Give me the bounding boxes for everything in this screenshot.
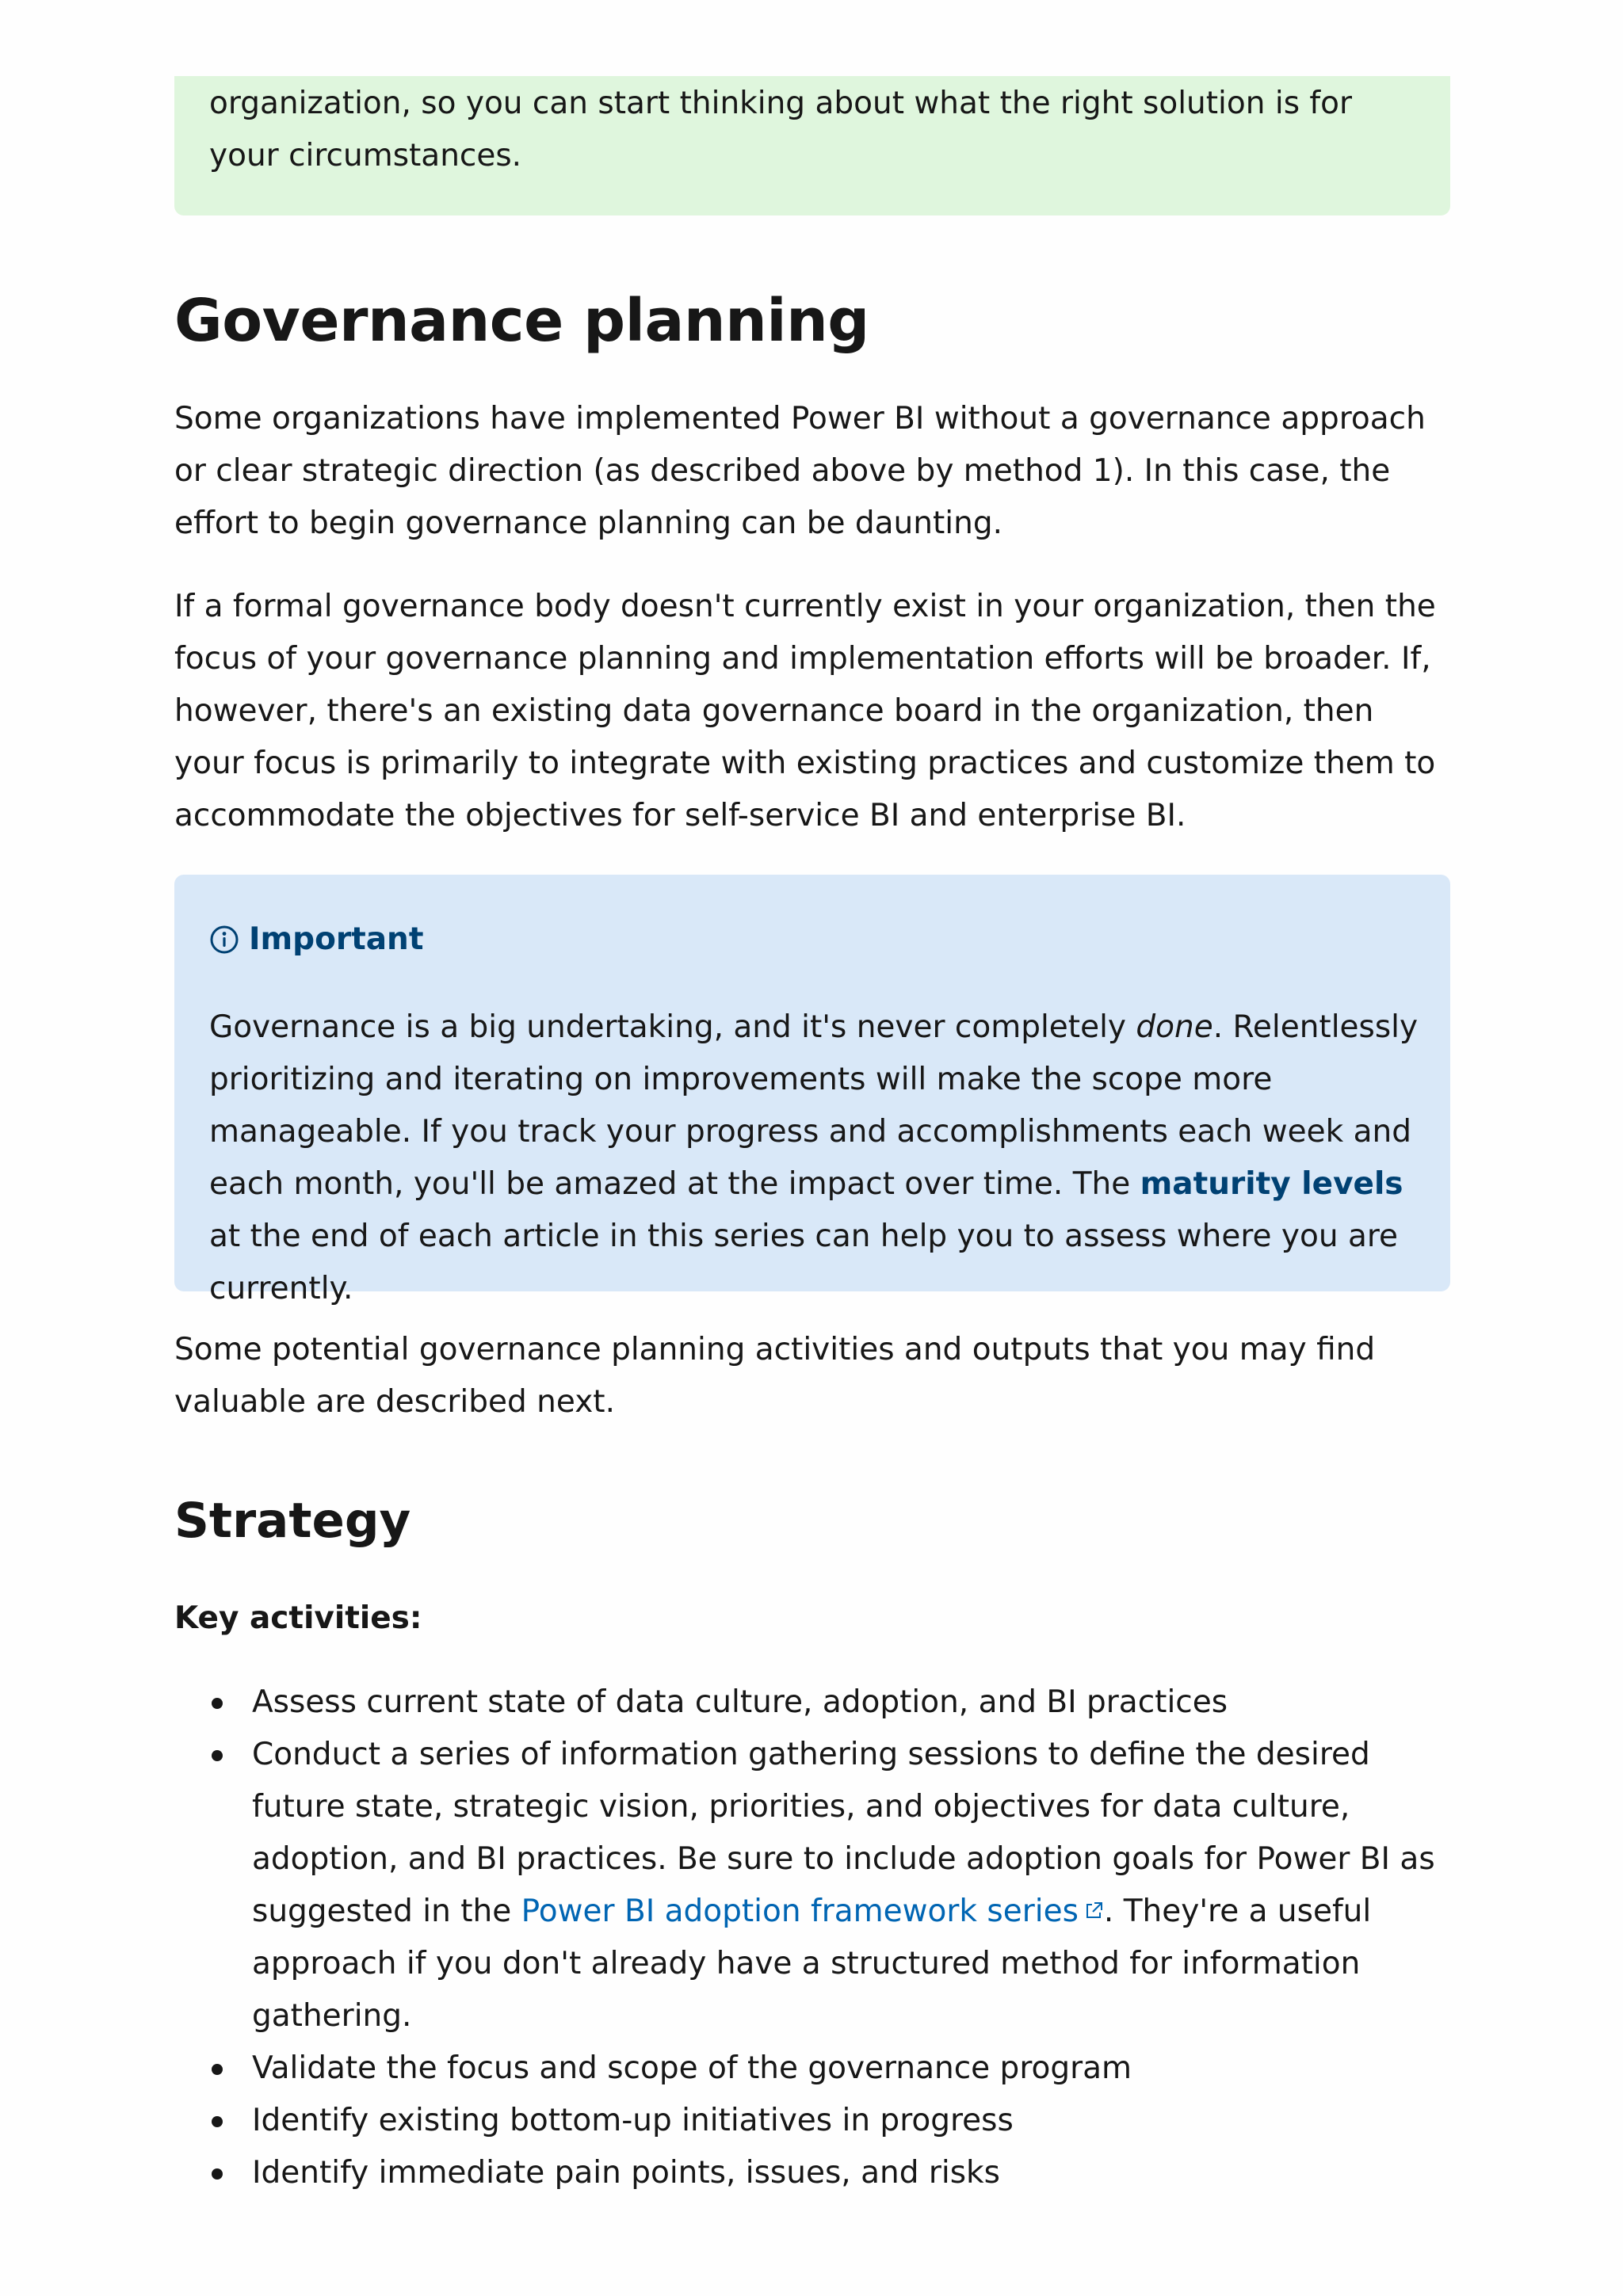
external-link-icon [1083, 1886, 1104, 1938]
list-item: Identify immediate pain points, issues, and risks [252, 2147, 1450, 2199]
governance-paragraph-2: If a formal governance body doesn't currently exist in your organization, then the focus of your governance planning and implementation efforts will be broader. If, however, there's an existing data governance board in the organization, then your focus is primarily to integrate with existing practices and customize them to accommodate the objectives for self-service BI and enterprise BI. [174, 589, 1436, 833]
intro-next-paragraph: Some potential governance planning activities and outputs that you may find valuable are described next. [174, 1332, 1376, 1420]
note-callout-text: organization, so you can start thinking about what the right solution is for your circumstances. [209, 86, 1353, 174]
maturity-levels-link[interactable]: maturity levels [1140, 1166, 1403, 1202]
important-callout [174, 875, 1450, 1306]
info-icon [209, 925, 239, 955]
governance-paragraph-1: Some organizations have implemented Power BI without a governance approach or clear strategic direction (as described above by method 1). In this case, the effort to begin governance planning can be daunting. [174, 401, 1426, 541]
section-title-strategy: Strategy [174, 1493, 411, 1549]
list-item: Assess current state of data culture, adoption, and BI practices [252, 1676, 1450, 1729]
power-bi-adoption-framework-link[interactable]: Power BI adoption framework series [521, 1894, 1104, 1929]
important-label: Important [249, 921, 424, 957]
list-item: Conduct a series of information gathering sessions to define the desired future state, strategic vision, priorities, and objectives for data culture, adoption, and BI practices. Be sure to include adoption goals for Power BI as suggested in the Power BI adoption framework series . They're a useful approach if you don't already have a structured method for information gathering. [252, 1729, 1450, 2042]
section-title-governance-planning: Governance planning [174, 287, 869, 355]
key-activities-list [174, 1676, 1450, 2199]
key-activities-label: Key activities: [174, 1600, 422, 1636]
important-callout-header [209, 917, 423, 962]
list-item: Identify existing bottom-up initiatives in progress [252, 2095, 1450, 2147]
important-callout-text: Governance is a big undertaking, and it's never completely done. Relentlessly prioritizing and iterating on improvements will make the scope more manageable. If you track your progress and accomplishments each week and each month, you'll be amazed at the impact over time. The maturity levels at the end of each article in this series can help you to assess where you are currently. [209, 1009, 1419, 1306]
list-item: Validate the focus and scope of the governance program [252, 2042, 1450, 2095]
emphasis-done: done [1136, 1009, 1213, 1045]
note-callout [174, 76, 1450, 215]
